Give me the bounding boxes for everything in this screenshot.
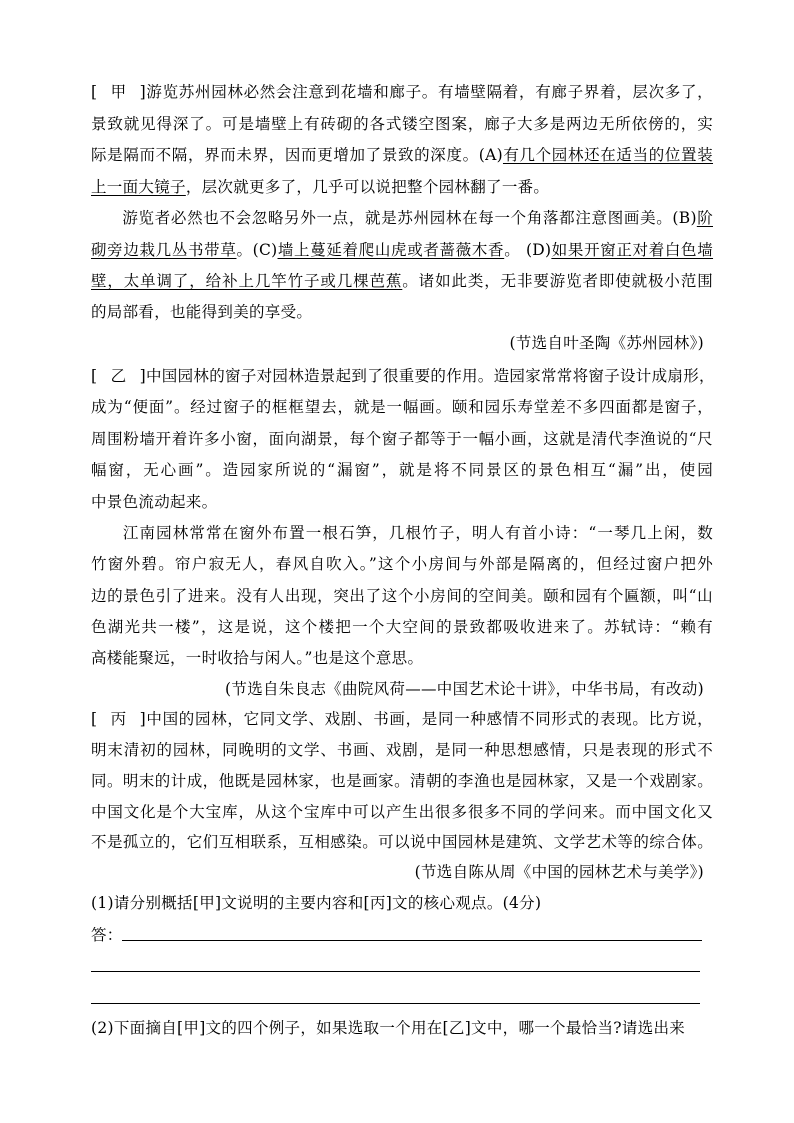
example-c: 墙上蔓延着爬山虎或者蔷薇木香 bbox=[277, 241, 505, 259]
bing-line-4: 中国文化是个大宝库，从这个宝库中可以产生出很多很多不同的学问来。而中国文化又 bbox=[91, 803, 713, 821]
bing-tag: [丙] bbox=[91, 710, 146, 728]
marker-c: 。(C) bbox=[236, 241, 278, 259]
bing-source: (节选自陈从周《中国的园林艺术与美学》) bbox=[414, 863, 704, 881]
example-d-part-2: 壁，太单调了，给补上几竿竹子或几棵芭蕉 bbox=[91, 272, 403, 290]
yi-line-4: 幅窗，无心画”。造园家所说的“漏窗”，就是将不同景区的景色相互“漏”出，使园 bbox=[91, 461, 713, 479]
jia-p2-line-3: 壁，太单调了，给补上几竿竹子或几棵芭蕉。诸如此类，无非要游览者即使就极小范围 bbox=[91, 272, 714, 290]
jia-p2-line-1: 游览者必然也不会忽略另外一点，就是苏州园林在每一个角落都注意图画美。(B)阶 bbox=[122, 209, 713, 227]
question-1: (1)请分别概括[甲]文说明的主要内容和[丙]文的核心观点。(4分) bbox=[91, 894, 542, 912]
yi-line-3: 周围粉墙开着许多小窗，面向湖景，每个窗子都等于一幅小画，这就是清代李渔说的“尺 bbox=[91, 430, 713, 448]
yi-line-2: 成为“便面”。经过窗子的框框望去，就是一幅画。颐和园乐寿堂差不多四面都是窗子， bbox=[91, 398, 713, 416]
yi-source: (节选自朱良志《曲院风荷——中国艺术论十讲》，中华书局，有改动) bbox=[225, 680, 704, 698]
marker-a: (A) bbox=[478, 146, 503, 164]
yi-tag: [乙] bbox=[91, 367, 146, 385]
bing-line-3: 同。明末的计成，他既是园林家，也是画家。清朝的李渔也是园林家，又是一个戏剧家。 bbox=[91, 772, 713, 790]
jia-p2-line-4: 的局部看，也能得到美的享受。 bbox=[91, 303, 313, 321]
answer-line-2[interactable] bbox=[91, 971, 700, 972]
example-a-part-2: 上一面大镜子 bbox=[91, 178, 186, 196]
yi-line-1: [乙]中国园林的窗子对园林造景起到了很重要的作用。造园家常常将窗子设计成扇形， bbox=[91, 367, 715, 385]
question-2: (2)下面摘自[甲]文的四个例子，如果选取一个用在[乙]文中，哪一个最恰当?请选出来 bbox=[91, 1019, 686, 1037]
example-a-part-1: 有几个园林还在适当的位置装 bbox=[502, 146, 714, 164]
jia-p2-line-2 bbox=[91, 240, 713, 260]
jia-tag: [甲] bbox=[91, 83, 146, 101]
example-b-part-2: 砌旁边栽几丛书带草 bbox=[91, 241, 237, 259]
example-d-part-1: 如果开窗正对着白色墙 bbox=[551, 241, 714, 259]
yi-line-5: 中景色流动起来。 bbox=[91, 493, 218, 511]
answer-line-3[interactable] bbox=[91, 1003, 700, 1004]
yi-p2-line-2: 竹窗外碧。帘户寂无人，春风自吹入。”这个小房间与外部是隔离的，但经过窗户把外 bbox=[91, 555, 713, 573]
answer-label: 答： bbox=[91, 926, 123, 944]
jia-line-3: 际是隔而不隔，界而未界，因而更增加了景致的深度。(A)有几个园林还在适当的位置装 bbox=[91, 146, 714, 164]
bing-line-1: [丙]中国的园林，它同文学、戏剧、书画，是同一种感情不同形式的表现。比方说， bbox=[91, 710, 713, 728]
yi-p2-line-1: 江南园林常常在窗外布置一根石笋，几根竹子，明人有首小诗：“一琴几上闲，数 bbox=[122, 524, 713, 542]
yi-p2-line-4: 色湖光共一楼”，这是说，这个楼把一个大空间的景致都吸收进来了。苏轼诗：“赖有 bbox=[91, 618, 713, 636]
jia-line-4: 上一面大镜子，层次就更多了，几乎可以说把整个园林翻了一番。 bbox=[91, 178, 550, 196]
jia-line-1: [甲]游览苏州园林必然会注意到花墙和廊子。有墙壁隔着，有廊子界着，层次多了， bbox=[91, 83, 713, 101]
answer-line-1[interactable] bbox=[122, 940, 702, 941]
yi-p2-line-3: 边的景色引了进来。没有人出现，突出了这个小房间的空间美。颐和园有个匾额，叫“山 bbox=[91, 587, 713, 605]
marker-d: 。 (D) bbox=[504, 241, 552, 259]
yi-p2-line-5: 高楼能聚远，一时收拾与闲人。”也是这个意思。 bbox=[91, 649, 424, 667]
jia-line-2: 景致就见得深了。可是墙壁上有砖砌的各式镂空图案，廊子大多是两边无所依傍的，实 bbox=[91, 115, 713, 133]
jia-source: (节选自叶圣陶《苏州园林》) bbox=[509, 334, 704, 352]
bing-line-5: 不是孤立的，它们互相联系，互相感染。可以说中国园林是建筑、文学艺术等的综合体。 bbox=[91, 833, 713, 851]
bing-line-2: 明末清初的园林，同晚明的文学、书画、戏剧，是同一种思想感情，只是表现的形式不 bbox=[91, 741, 713, 759]
example-b-part-1: 阶 bbox=[696, 209, 713, 227]
